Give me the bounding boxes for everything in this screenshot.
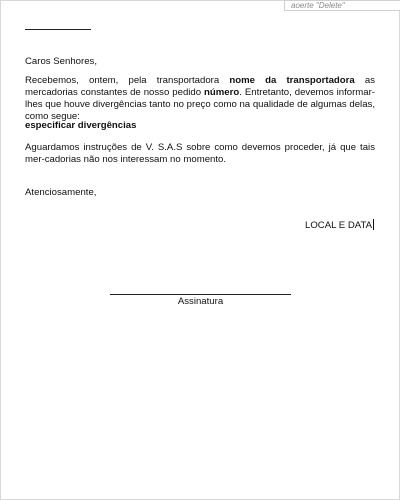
para1-text-1: Recebemos, ontem, pela transportadora: [25, 75, 230, 86]
delete-hint-box: aoerte "Delete": [284, 0, 400, 11]
signature-line: [110, 294, 291, 295]
top-blank-line: [25, 29, 91, 30]
para1-text-2: as mercadorias constantes de nosso pedido: [25, 75, 375, 98]
local-date-field[interactable]: [305, 219, 374, 232]
text-cursor: [373, 219, 374, 230]
divergences-placeholder: especificar divergências: [25, 120, 137, 131]
signature-label: Assinatura: [177, 296, 224, 307]
body-paragraph-1: [25, 75, 375, 123]
greeting: Caros Senhores,: [25, 56, 97, 67]
order-number-placeholder: número: [204, 87, 240, 98]
closing: Atenciosamente,: [25, 187, 97, 198]
carrier-name-placeholder: nome da transportadora: [229, 75, 355, 86]
para1-text-3: . Entretanto, devemos informar-lhes que houve divergências tanto no preço como na qualidade de algumas delas, como segue:: [25, 87, 376, 122]
local-date-text: LOCAL E DATA: [305, 220, 372, 231]
body-paragraph-2: Aguardamos instruções de V. S.A.S sobre como devemos proceder, já que tais mer-cadorias não nos interessam no momento.: [25, 142, 375, 165]
